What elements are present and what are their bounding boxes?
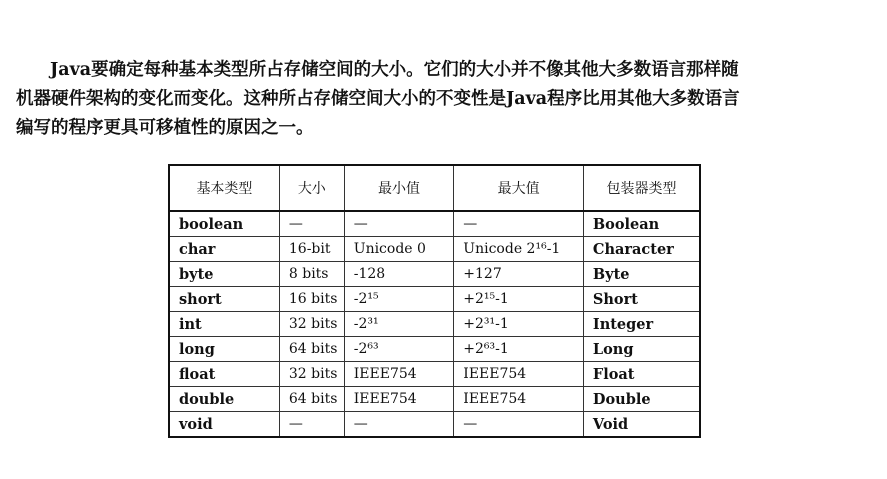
cell-type: int xyxy=(169,312,279,337)
cell-min: — xyxy=(344,211,454,237)
cell-min: Unicode 0 xyxy=(344,237,454,262)
cell-size: 32 bits xyxy=(279,362,344,387)
cell-max: +127 xyxy=(454,262,584,287)
cell-max: IEEE754 xyxy=(454,362,584,387)
cell-type: void xyxy=(169,412,279,438)
cell-min: IEEE754 xyxy=(344,362,454,387)
cell-wrapper: Character xyxy=(583,237,700,262)
intro-paragraph xyxy=(16,56,876,143)
cell-wrapper: Integer xyxy=(583,312,700,337)
cell-size: 8 bits xyxy=(279,262,344,287)
cell-max: +2¹⁵-1 xyxy=(454,287,584,312)
table-row xyxy=(169,362,700,387)
cell-wrapper: Boolean xyxy=(583,211,700,237)
cell-size: 64 bits xyxy=(279,387,344,412)
cell-type: float xyxy=(169,362,279,387)
cell-type: short xyxy=(169,287,279,312)
header-primitive-type: 基本类型 xyxy=(169,165,279,211)
cell-min: IEEE754 xyxy=(344,387,454,412)
cell-min: -2¹⁵ xyxy=(344,287,454,312)
cell-wrapper: Long xyxy=(583,337,700,362)
cell-min: -2⁶³ xyxy=(344,337,454,362)
cell-max: +2³¹-1 xyxy=(454,312,584,337)
table-row xyxy=(169,211,700,237)
table-row xyxy=(169,312,700,337)
cell-type: byte xyxy=(169,262,279,287)
cell-max: IEEE754 xyxy=(454,387,584,412)
cell-size: 32 bits xyxy=(279,312,344,337)
cell-max: — xyxy=(454,412,584,438)
cell-type: boolean xyxy=(169,211,279,237)
cell-min: -128 xyxy=(344,262,454,287)
table-row xyxy=(169,287,700,312)
cell-wrapper: Byte xyxy=(583,262,700,287)
header-wrapper-type: 包装器类型 xyxy=(583,165,700,211)
header-size: 大小 xyxy=(279,165,344,211)
cell-max: +2⁶³-1 xyxy=(454,337,584,362)
cell-max: — xyxy=(454,211,584,237)
cell-size: — xyxy=(279,412,344,438)
paragraph-line: 编写的程序更具可移植性的原因之一。 xyxy=(16,118,314,138)
table-header-row xyxy=(169,165,700,211)
cell-wrapper: Double xyxy=(583,387,700,412)
cell-wrapper: Float xyxy=(583,362,700,387)
table-row xyxy=(169,337,700,362)
cell-max: Unicode 2¹⁶-1 xyxy=(454,237,584,262)
cell-type: char xyxy=(169,237,279,262)
cell-type: double xyxy=(169,387,279,412)
primitive-types-table xyxy=(168,164,701,438)
cell-type: long xyxy=(169,337,279,362)
cell-size: 16 bits xyxy=(279,287,344,312)
cell-size: 16-bit xyxy=(279,237,344,262)
cell-size: 64 bits xyxy=(279,337,344,362)
header-min-value: 最小值 xyxy=(344,165,454,211)
table-row xyxy=(169,237,700,262)
paragraph-line: Java要确定每种基本类型所占存储空间的大小。它们的大小并不像其他大多数语言那样随 xyxy=(50,60,739,80)
cell-min: — xyxy=(344,412,454,438)
table-row xyxy=(169,412,700,438)
cell-wrapper: Short xyxy=(583,287,700,312)
table-row xyxy=(169,387,700,412)
header-max-value: 最大值 xyxy=(454,165,584,211)
paragraph-line: 机器硬件架构的变化而变化。这种所占存储空间大小的不变性是Java程序比用其他大多数语言 xyxy=(16,89,740,109)
cell-min: -2³¹ xyxy=(344,312,454,337)
table-row xyxy=(169,262,700,287)
cell-wrapper: Void xyxy=(583,412,700,438)
cell-size: — xyxy=(279,211,344,237)
